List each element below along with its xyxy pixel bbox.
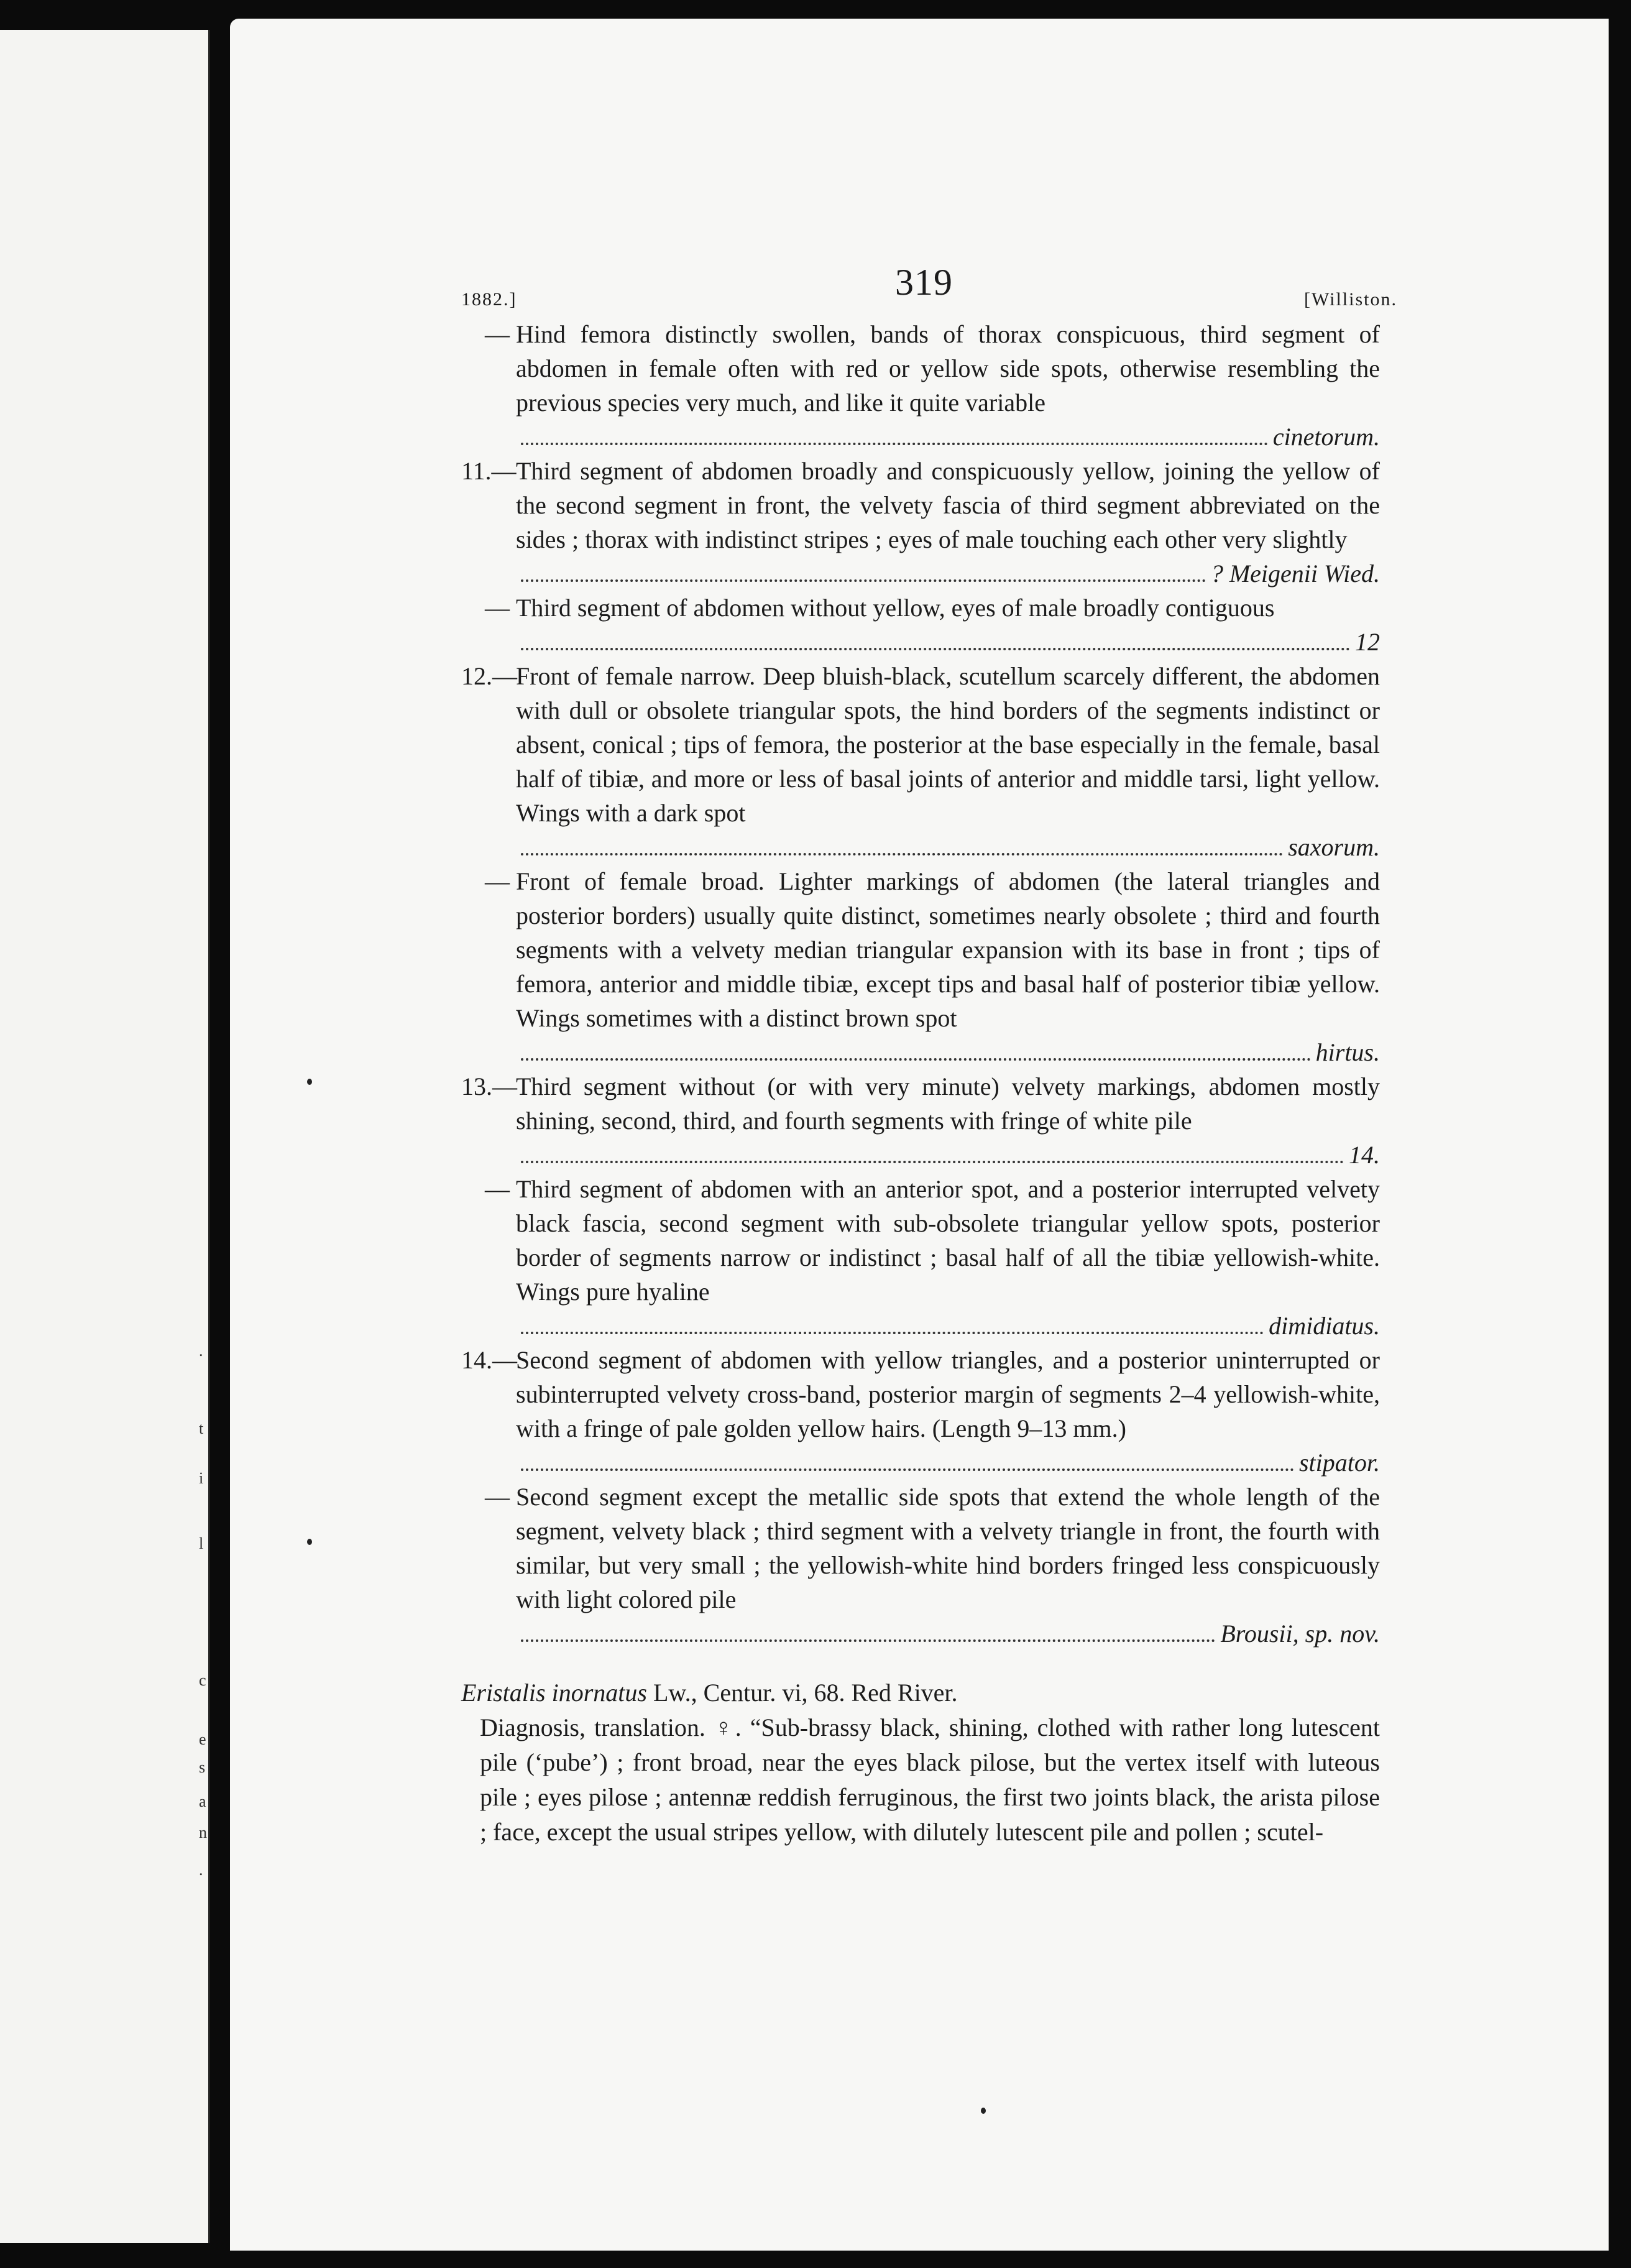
leader-dots <box>521 579 1206 582</box>
couplet-text: Third segment without (or with very minute) velvety markings, abdomen mostly shining, second, third, and fourth segments with fringe of white pile <box>516 1072 1380 1135</box>
key-couplet <box>230 864 1380 1069</box>
dot-leader <box>516 1616 1380 1651</box>
leader-dots <box>521 853 1283 855</box>
running-head-year: 1882.] <box>461 289 517 310</box>
dot-leader <box>516 556 1380 591</box>
couplet-result: stipator. <box>1298 1449 1380 1477</box>
couplet-number: — <box>485 1175 510 1203</box>
leader-dots <box>521 1468 1294 1471</box>
facing-page-letter: . <box>199 1861 203 1879</box>
couplet-text: Third segment of abdomen broadly and conspicuously yellow, joining the yellow of the second segment in front, the velvety fascia of third segment abbreviated on the sides ; thorax with indistinct stripes ; eyes of male touching each other very slightly <box>516 457 1380 553</box>
key-couplet <box>230 1069 1380 1172</box>
couplet-number: 12.— <box>461 662 517 690</box>
couplet-number: — <box>485 867 510 895</box>
facing-page-letter: . <box>199 1342 203 1360</box>
couplet-result: hirtus. <box>1315 1038 1380 1066</box>
couplet-result: ? Meigenii Wied. <box>1210 560 1380 588</box>
dot-leader <box>516 1445 1380 1480</box>
couplet-result: Brousii, sp. nov. <box>1220 1620 1380 1648</box>
dot-leader <box>516 420 1380 454</box>
facing-page-letter: c <box>199 1671 206 1689</box>
leader-dots <box>521 443 1268 445</box>
page-number: 319 <box>895 262 953 303</box>
dot-leader <box>516 1138 1380 1172</box>
couplet-text: Third segment of abdomen without yellow, eyes of male broadly contiguous <box>516 594 1275 622</box>
species-heading <box>461 1676 1380 1710</box>
running-head-author: [Williston. <box>1304 289 1397 310</box>
leader-dots <box>521 1332 1264 1334</box>
facing-page-letter: n <box>199 1823 207 1842</box>
text-block <box>230 249 1397 1850</box>
couplet-text: Hind femora distinctly swollen, bands of thorax conspicuous, third segment of abdomen in female often with red or yellow side spots, otherwise resembling the previous species very much, and like it quite variable <box>516 320 1380 417</box>
couplet-result: saxorum. <box>1288 833 1380 861</box>
couplet-text: Third segment of abdomen with an anterior spot, and a posterior interrupted velvety black fascia, second segment with sub-obsolete triangular yellow spots, posterior border of segments narrow or indistinct ; basal half of all the tibiæ yellowish-white. Wings pure hyaline <box>516 1175 1380 1306</box>
dot-leader <box>516 1309 1380 1343</box>
species-name: Eristalis inornatus <box>461 1679 647 1707</box>
species-reference: Lw., Centur. vi, 68. Red River. <box>646 1679 958 1707</box>
facing-page-letter: l <box>199 1534 204 1552</box>
key-couplet <box>230 659 1380 864</box>
key-couplet <box>230 1343 1380 1480</box>
leader-dots <box>521 1161 1344 1163</box>
couplet-text: Front of female broad. Lighter markings of abdomen (the lateral triangles and posterior borders) usually quite distinct, sometimes nearly obsolete ; third and fourth segments with a velvety median triangular expansion with its base in front ; tips of femora, anterior and middle tibiæ, except tips and basal half of posterior tibiæ yellow. Wings sometimes with a distinct brown spot <box>516 867 1380 1032</box>
couplet-number: — <box>485 320 510 348</box>
leader-dots <box>521 1058 1311 1061</box>
identification-key <box>230 317 1380 1651</box>
key-couplet <box>230 1172 1380 1343</box>
key-couplet <box>230 454 1380 591</box>
facing-page-letter: s <box>199 1758 206 1776</box>
couplet-text: Front of female narrow. Deep bluish-black, scutellum scarcely different, the abdomen with dull or obsolete triangular spots, the hind borders of the segments indistinct or absent, conical ; tips of femora, the posterior at the base especially in the female, basal half of tibiæ, and more or less of basal joints of anterior and middle tarsi, light yellow. Wings with a dark spot <box>516 662 1380 827</box>
couplet-result: dimidiatus. <box>1269 1312 1380 1340</box>
couplet-number: 14.— <box>461 1346 517 1374</box>
diagnosis-text: Diagnosis, translation. ♀. “Sub-brassy black, shining, clothed with rather long lutescent pile (‘pube’) ; front broad, near the eyes black pilose, but the vertex itself with luteous pile ; eyes pilose ; antennæ reddish ferruginous, the first two joints black, the arista pilose ; face, except the usual stripes yellow, with dilutely lutescent pile and pollen ; scutel- <box>480 1713 1380 1846</box>
key-couplet <box>230 591 1380 659</box>
key-couplet <box>230 317 1380 454</box>
couplet-text: Second segment except the metallic side spots that extend the whole length of the segment, velvety black ; third segment with a velvety triangle in front, the fourth with similar, but very small ; the yellowish-white hind borders fringed less conspicuously with light colored pile <box>516 1483 1380 1613</box>
facing-page-letter: e <box>199 1730 206 1748</box>
couplet-number: — <box>485 594 510 622</box>
couplet-number: — <box>485 1483 510 1511</box>
key-couplet <box>230 1480 1380 1651</box>
running-head <box>230 249 1397 317</box>
facing-page-letter: a <box>199 1792 206 1810</box>
dot-leader <box>516 625 1380 659</box>
dot-leader <box>516 1035 1380 1069</box>
facing-page-letter: t <box>199 1419 204 1437</box>
facing-page-edge <box>0 30 210 2243</box>
couplet-result: 12 <box>1355 628 1380 656</box>
couplet-result: cinetorum. <box>1272 423 1380 451</box>
leader-dots <box>521 648 1350 650</box>
couplet-result: 14. <box>1349 1141 1380 1169</box>
couplet-number: 13.— <box>461 1072 517 1100</box>
dot-leader <box>516 830 1380 864</box>
couplet-text: Second segment of abdomen with yellow triangles, and a posterior uninterrupted or subinterrupted velvety cross-band, posterior margin of segments 2–4 yellowish-white, with a fringe of pale golden yellow hairs. (Length 9–13 mm.) <box>516 1346 1380 1442</box>
speck <box>981 2108 986 2114</box>
species-account <box>230 1676 1380 1850</box>
facing-page-letter: i <box>199 1469 204 1487</box>
couplet-number: 11.— <box>461 457 517 485</box>
leader-dots <box>521 1639 1215 1642</box>
